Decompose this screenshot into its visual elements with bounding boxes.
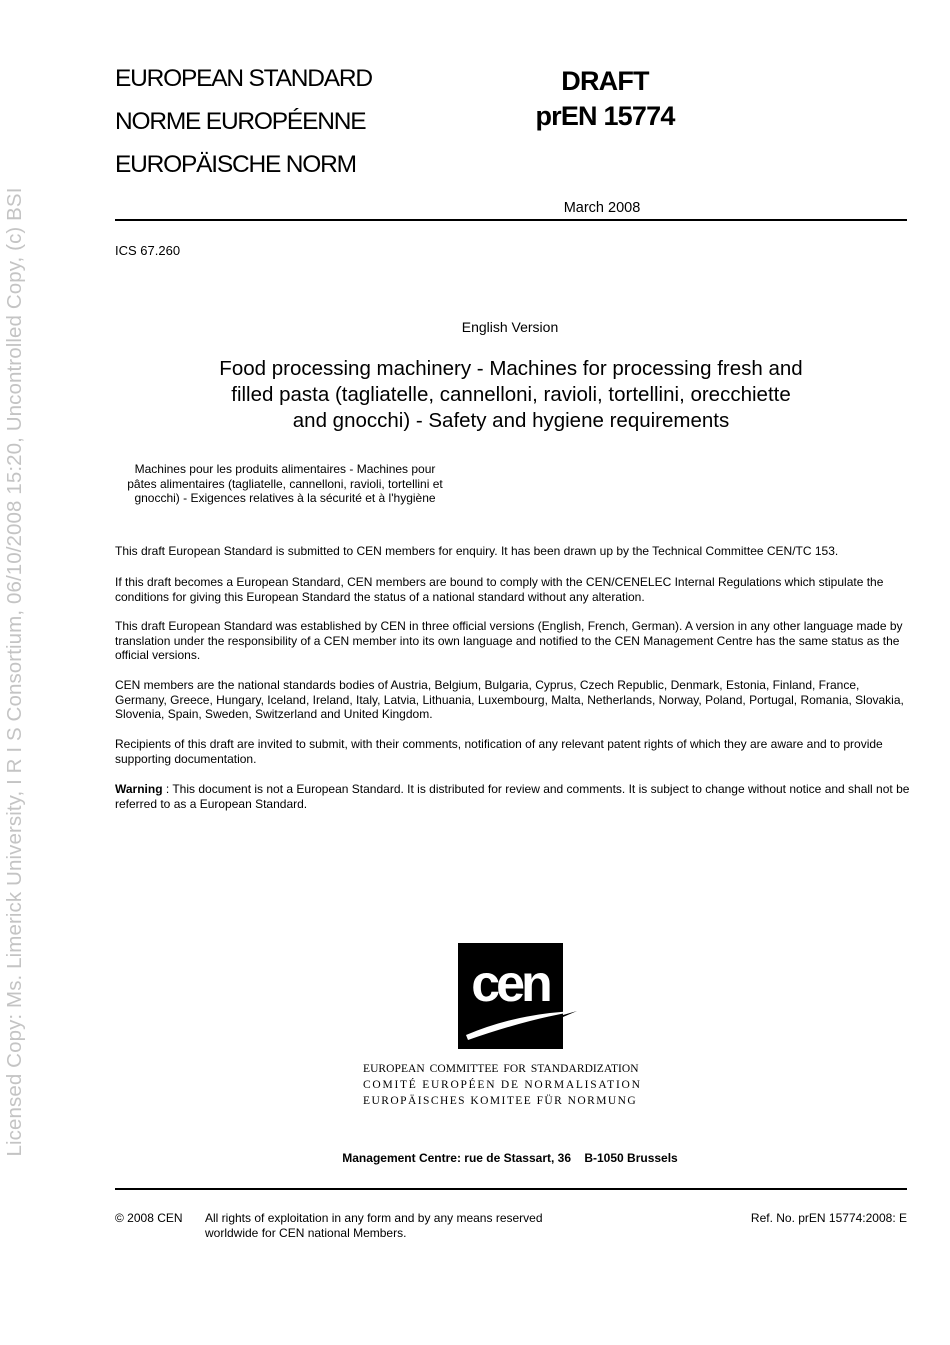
french-title-line: gnocchi) - Exigences relatives à la sécurité et à l'hygiène: [134, 491, 436, 505]
warning-paragraph: [115, 782, 910, 811]
ics-code: ICS 67.260: [115, 243, 181, 258]
intro-paragraph: This draft European Standard is submitted to CEN members for enquiry. It has been drawn up by the Technical Committee CEN/TC 153.: [115, 544, 839, 558]
version-label: English Version: [461, 319, 559, 335]
cen-name-fr: COMITÉ EUROPÉEN DE NORMALISATION: [363, 1079, 642, 1091]
standard-name-fr: NORME EUROPÉENNE: [115, 108, 366, 135]
header-rule: [115, 219, 907, 221]
publication-date: March 2008: [563, 200, 641, 216]
cen-name-en: EUROPEAN COMMITTEE FOR STANDARDIZATION: [363, 1063, 639, 1075]
cen-name-de: EUROPÄISCHES KOMITEE FÜR NORMUNG: [363, 1095, 638, 1107]
rights-statement: [205, 1211, 625, 1241]
draft-block: [505, 64, 705, 134]
rights-line: All rights of exploitation in any form and by any means reserved: [205, 1211, 543, 1225]
management-centre: Management Centre: rue de Stassart, 36 B-1050 Brussels: [342, 1151, 678, 1165]
doc-number: prEN 15774: [535, 101, 675, 131]
warning-text: : This document is not a European Standard. It is distributed for review and comments. It is subject to change without notice and shall not be referred to as a European Standard.: [115, 782, 910, 811]
intro-paragraph: This draft European Standard was established by CEN in three official versions (English, French, German). A version in any other language made by translation under the responsibility of a CEN member into its own language and notified to the CEN Management Centre has the same status as the official versions.: [115, 619, 903, 663]
cen-logo: [458, 943, 578, 1050]
title-line: and gnocchi) - Safety and hygiene requirements: [292, 409, 730, 432]
french-title-line: Machines pour les produits alimentaires - Machines pour: [134, 462, 436, 476]
intro-paragraph: Recipients of this draft are invited to submit, with their comments, notification of any relevant patent rights of which they are aware and to provide supporting documentation.: [115, 737, 883, 766]
draft-label: DRAFT: [561, 66, 649, 96]
document-title: [150, 356, 872, 434]
standard-name-de: EUROPÄISCHE NORM: [115, 151, 356, 178]
rights-line: worldwide for CEN national Members.: [205, 1226, 407, 1240]
copyright: © 2008 CEN: [115, 1211, 183, 1225]
warning-label: Warning: [115, 782, 163, 796]
title-line: Food processing machinery - Machines for processing fresh and: [219, 357, 803, 380]
intro-paragraph: CEN members are the national standards bodies of Austria, Belgium, Bulgaria, Cyprus, Czech Republic, Denmark, Estonia, Finland, France, Germany, Greece, Hungary, Iceland, Ireland, Italy, Latvia, Lithuania, Luxembourg, Malta, Netherlands, Norway, Poland, Portugal, Romania, Slovakia, Slovenia, Spain, Sweden, Switzerland and United Kingdom.: [115, 678, 904, 722]
french-title-line: pâtes alimentaires (tagliatelle, cannelloni, ravioli, tortellini et: [127, 476, 443, 491]
watermark: [0, 0, 30, 1345]
title-line: filled pasta (tagliatelle, cannelloni, ravioli, tortellini, orecchiette: [231, 383, 791, 406]
reference-number: Ref. No. prEN 15774:2008: E: [750, 1211, 907, 1225]
footer-rule: [115, 1188, 907, 1190]
cen-names: [363, 1061, 663, 1109]
standard-name-en: EUROPEAN STANDARD: [115, 65, 372, 92]
standard-names: [115, 57, 372, 186]
french-title: [110, 462, 460, 506]
cen-logo-text: cen: [471, 955, 549, 1013]
cen-logo-graphic: [458, 943, 578, 1050]
watermark-text: Licensed Copy: Ms. Limerick University, I R I S Consortium, 06/10/2008 15:20, Uncontrolled Copy, (c) BSI: [3, 187, 26, 1157]
intro-paragraph: If this draft becomes a European Standard, CEN members are bound to comply with the CEN/CENELEC Internal Regulations which stipulate the conditions for giving this European Standard the status of a national standard without any alteration.: [115, 575, 884, 604]
